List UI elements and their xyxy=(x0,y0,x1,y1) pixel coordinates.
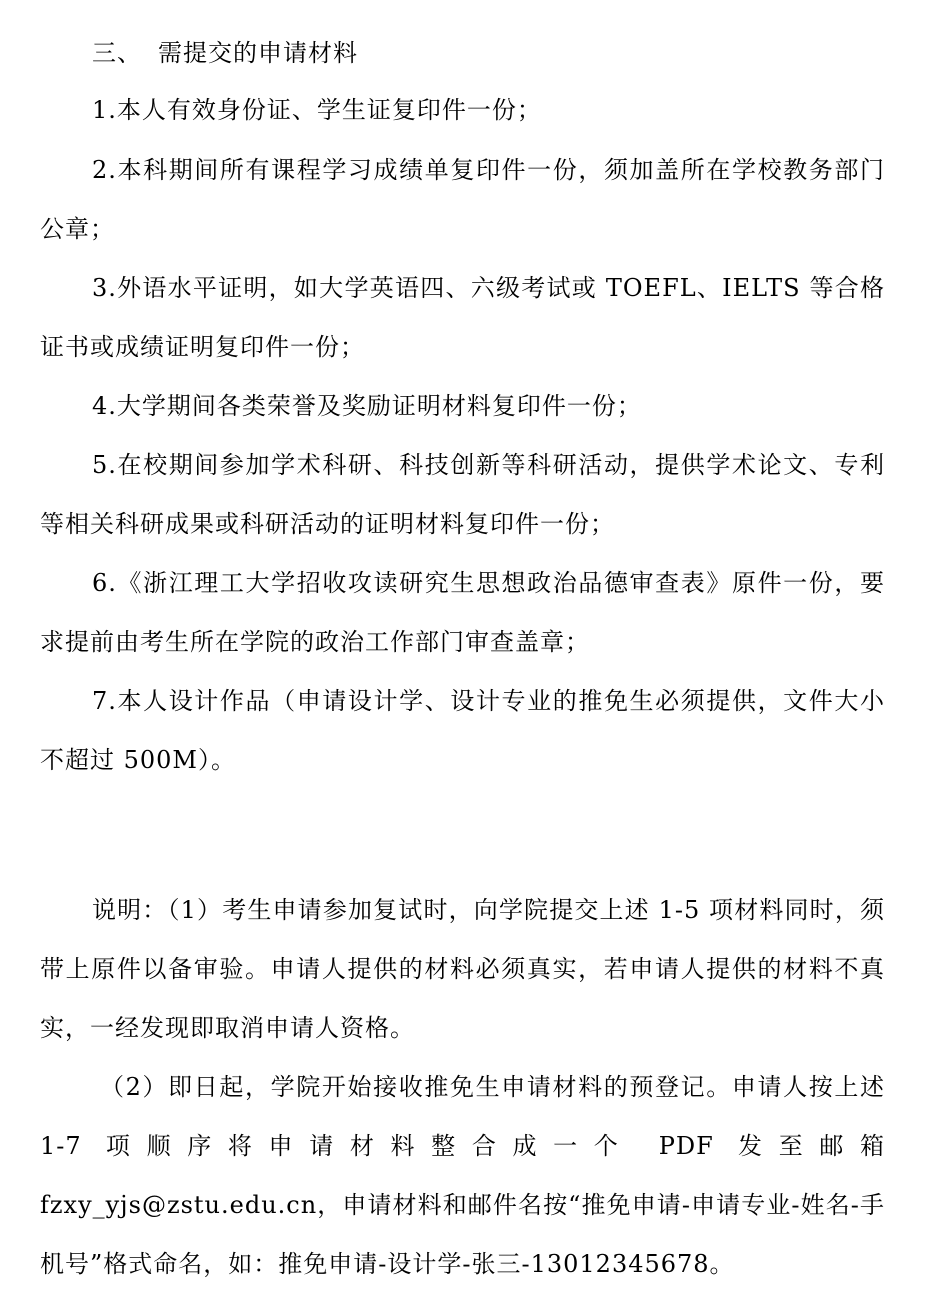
material-item-6: 6.《浙江理工大学招收攻读研究生思想政治品德审查表》原件一份，要求提前由考生所在学院的政治工作部门审查盖章； xyxy=(40,569,885,656)
material-item-5: 5.在校期间参加学术科研、科技创新等科研活动，提供学术论文、专利等相关科研成果或科研活动的证明材料复印件一份； xyxy=(40,451,885,538)
note-1: 说明：（1）考生申请参加复试时，向学院提交上述 1-5 项材料同时，须带上原件以备审验。申请人提供的材料必须真实，若申请人提供的材料不真实，一经发现即取消申请人资格。 xyxy=(40,896,885,1042)
section-heading xyxy=(92,31,358,75)
material-item-4: 4.大学期间各类荣誉及奖励证明材料复印件一份； xyxy=(92,392,642,420)
note-2-text-start: （2）即日起，学院开始接收推免生申请材料的预登记。申请人按上述 1-7 项顺序将申请材料整合成一个 PDF 发至邮箱 xyxy=(40,1073,885,1160)
material-item-1: 1.本人有效身份证、学生证复印件一份； xyxy=(92,96,542,124)
email-link[interactable]: fzxy_yjs@zstu.edu.cn xyxy=(40,1191,318,1219)
material-item-2: 2.本科期间所有课程学习成绩单复印件一份，须加盖所在学校教务部门公章； xyxy=(40,156,885,243)
section-title: 需提交的申请材料 xyxy=(158,39,358,67)
material-item-7: 7.本人设计作品（申请设计学、设计专业的推免生必须提供，文件大小不超过 500M）。 xyxy=(40,687,885,774)
note-2-text-end: ，申请材料和邮件名按“推免申请-申请专业-姓名-手机号”格式命名，如：推免申请-设计学-张三-13012345678。 xyxy=(40,1191,885,1278)
section-number: 三、 xyxy=(92,39,142,67)
note-2 xyxy=(40,1058,885,1294)
material-item-3: 3.外语水平证明，如大学英语四、六级考试或 TOEFL、IELTS 等合格证书或成绩证明复印件一份； xyxy=(40,274,885,361)
